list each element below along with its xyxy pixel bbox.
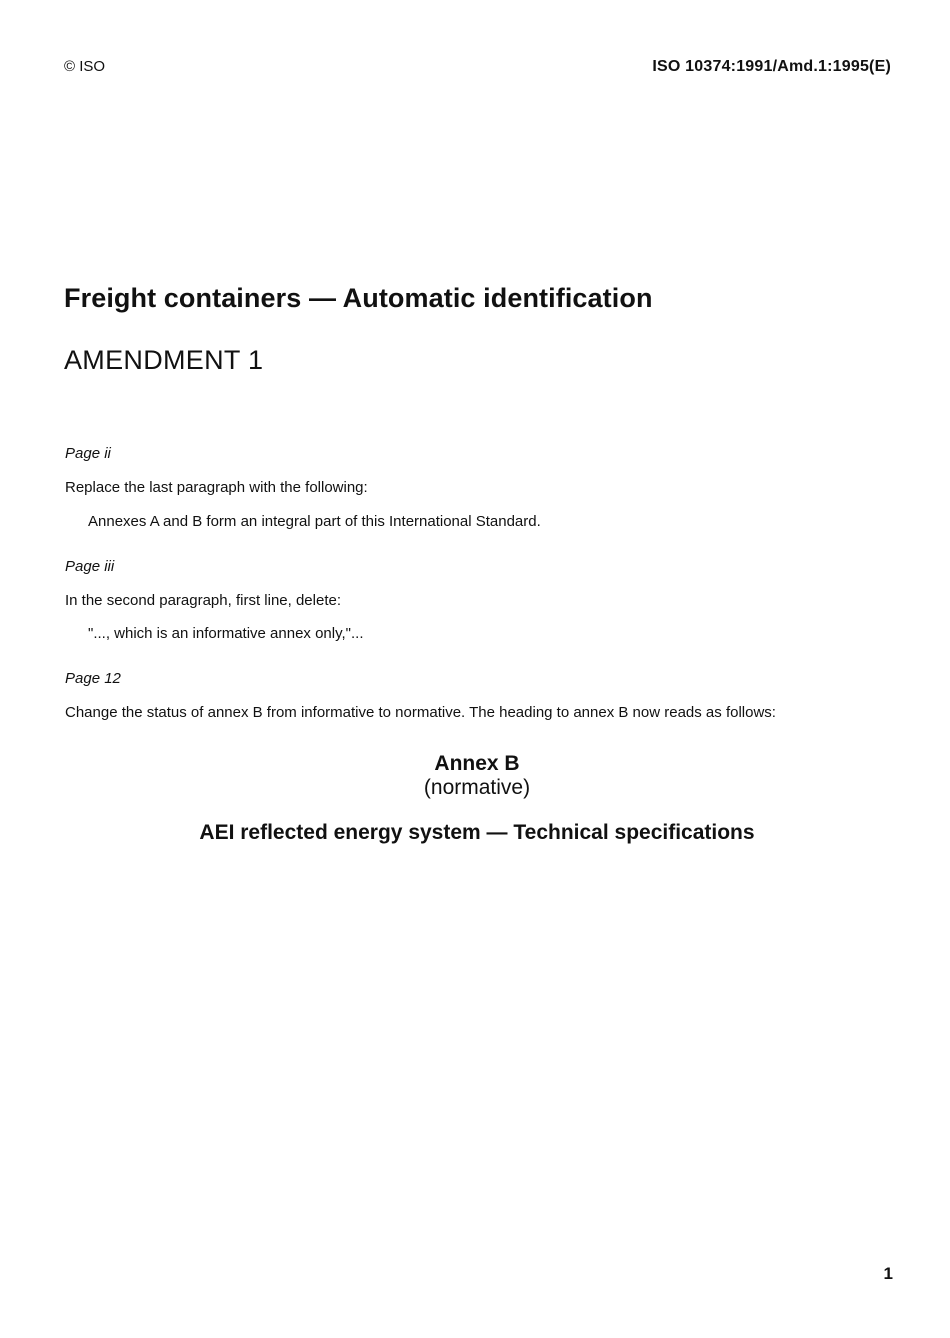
annex-heading: AEI reflected energy system — Technical specifications [199,821,755,844]
page-reference: Page 12 [65,670,121,687]
replacement-text: Annexes A and B form an integral part of this International Standard. [88,513,541,530]
change-instruction: Replace the last paragraph with the following: [65,479,368,496]
amendment-label: AMENDMENT 1 [64,345,264,375]
annex-title: Annex B [434,752,520,775]
copyright-notice: © ISO [64,58,106,75]
annex-status: (normative) [423,776,531,799]
page-reference: Page iii [65,558,115,575]
page-number: 1 [883,1264,893,1283]
deleted-text: "..., which is an informative annex only,"... [88,625,364,642]
page-reference: Page ii [65,445,111,462]
document-title: Freight containers — Automatic identification [64,283,653,313]
change-instruction: In the second paragraph, first line, delete: [65,592,342,609]
change-instruction: Change the status of annex B from informative to normative. The heading to annex B now reads as follows: [65,704,776,721]
document-identifier: ISO 10374:1991/Amd.1:1995(E) [652,58,891,75]
